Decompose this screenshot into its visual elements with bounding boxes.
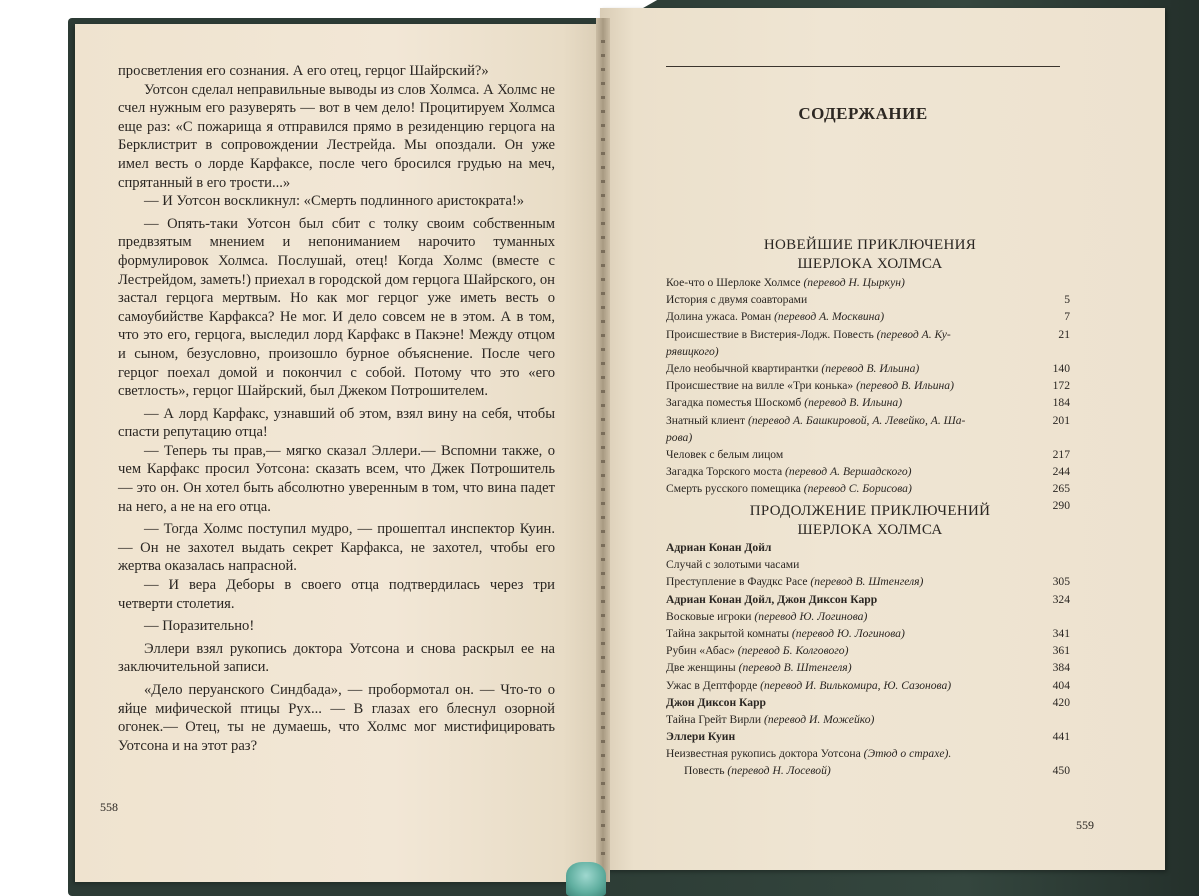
toc-page-number: 404	[1052, 678, 1070, 692]
toc-entry	[666, 480, 1084, 497]
toc-title: СОДЕРЖАНИЕ	[798, 104, 928, 123]
toc-entry-title: Кое-что о Шерлоке Холмсе (перевод Н. Цыркун)	[666, 276, 905, 289]
toc-entry	[666, 642, 1084, 659]
binding-stitches	[601, 40, 605, 860]
toc-entry	[666, 745, 1084, 762]
toc-entry	[666, 377, 1084, 394]
toc-entry-title: Восковые игроки (перевод Ю. Логинова)	[666, 609, 868, 623]
toc-entry	[666, 308, 1084, 325]
toc-entry	[666, 625, 1084, 642]
paragraph: — И вера Деборы в своего отца подтвердилась через три четверти столетия.	[118, 577, 555, 612]
toc-page-number: 21	[1058, 327, 1070, 341]
toc-entry	[666, 556, 1084, 573]
toc-entry-title: Рубин «Абас» (перевод Б. Колгового)	[666, 644, 849, 658]
paragraph: — Поразительно!	[144, 618, 255, 635]
toc-section-1	[666, 274, 1084, 515]
toc-entry	[666, 429, 1084, 446]
toc-entry-title: Загадка Торского моста (перевод А. Вершадского)	[666, 465, 912, 479]
toc-author	[666, 694, 1084, 711]
paragraph: Эллери взял рукопись доктора Уотсона и снова раскрыл ее на заключительной записи.	[118, 640, 555, 676]
toc-section-2	[666, 539, 1084, 780]
toc-entry-title: История с двумя соавторами	[666, 293, 808, 307]
toc-page-number: 441	[1052, 730, 1070, 744]
toc-entry-title: Дело необычной квартирантки (перевод В. Ильина)	[666, 361, 920, 375]
toc-entry-title: Адриан Конан Дойл	[666, 541, 772, 554]
toc-page-number: 290	[1052, 499, 1070, 513]
paragraph: — И Уотсон воскликнул: «Смерть подлинного аристократа!»	[144, 193, 525, 210]
toc-entry-title: Эллери Куин	[666, 730, 736, 744]
toc-page-number: 265	[1052, 482, 1070, 496]
toc-entry	[666, 291, 1084, 308]
header-rule	[666, 66, 1060, 67]
toc-page-number: 7	[1064, 310, 1070, 324]
toc-entry	[666, 343, 1084, 360]
right-page-number: 559	[1076, 818, 1094, 832]
toc-page-number: 341	[1052, 626, 1070, 640]
toc-entry-title: рова)	[666, 430, 693, 444]
toc-entry	[666, 711, 1084, 728]
toc-entry	[666, 573, 1084, 590]
toc-entry	[666, 446, 1084, 463]
toc-entry-title: Адриан Конан Дойл, Джон Диксон Карр	[666, 592, 878, 606]
toc-page-number: 384	[1052, 661, 1070, 675]
paragraph: — Опять-таки Уотсон был сбит с толку своим собственным предвзятым мнением и непониманием нарочито туманных формулировок Холмса. Послушай, отец! Когда Холмс (вместе с Лестрейдом, заметь!) приехал в городской дом герцога Шайрского, он застал герцога мертвым. Но как мог герцог уже иметь весть о самоубийстве Карфакса? Не мог. И дело совсем не в этом. А в том, что это его, герцога, выследил лорд Карфакс в Пакэне! Между отцом и сыном, безусловно, произошло бурное объяснение. После чего герцог поехал домой и покончил с собой. Потому что это «его светлость», герцог Шайрский, был Джеком Потрошителем.	[118, 215, 555, 400]
toc-entry-title: Джон Диксон Карр	[666, 695, 766, 709]
toc-entry	[666, 274, 1084, 291]
toc-author	[666, 728, 1084, 745]
toc-entry	[666, 463, 1084, 480]
section-title: НОВЕЙШИЕ ПРИКЛЮЧЕНИЯ ШЕРЛОКА ХОЛМСА	[763, 237, 977, 272]
toc-page-number: 201	[1052, 413, 1070, 427]
toc-page-number: 420	[1052, 695, 1070, 709]
toc-page-number: 324	[1052, 592, 1070, 606]
toc-entry	[666, 762, 1084, 779]
toc-page-number: 5	[1064, 293, 1070, 307]
paragraph: Уотсон сделал неправильные выводы из слов Холмса. А Холмс не счел нужным его разуверять — вот в чем дело! Процитируем Холмса еще раз: «С пожарища я отправился прямо в резиденцию герцога на Берклистрит в сопровождении Лестрейда. Мы опоздали. Он уже имел весть о лорде Карфаксе, после чего бросился грудью на меч, спрятанный в его трости...»	[118, 81, 555, 191]
paragraph: — Тогда Холмс поступил мудро, — прошептал инспектор Куин. — Он не захотел выдать секрет Карфакса, не захотел, чтобы его жертва оказалась напрасной.	[118, 521, 555, 575]
paragraph: «Дело перуанского Синдбада», — пробормотал он. — Что-то о яйце мифической птицы Рух... — В глазах его блеснул озорной огонек.— Отец, ты не думаешь, что Холмс мог мистифицировать Уотсона и на этот раз?	[118, 682, 555, 754]
toc-author	[666, 539, 1084, 556]
toc-entry-title: Смерть русского помещика (перевод С. Борисова)	[666, 482, 912, 496]
toc-page-number: 184	[1052, 396, 1070, 410]
toc-entry-title: Происшествие в Вистерия-Лодж. Повесть (перевод А. Ку-	[666, 327, 951, 341]
toc-entry	[666, 659, 1084, 676]
toc-entry-title: Тайна закрытой комнаты (перевод Ю. Логинова)	[666, 626, 905, 640]
toc-entry-title: Загадка поместья Шоскомб (перевод В. Ильина)	[666, 396, 903, 410]
toc-entry	[666, 326, 1084, 343]
toc-page-number: 140	[1052, 361, 1070, 375]
toc-entry-title: Повесть (перевод Н. Лосевой)	[684, 764, 831, 778]
toc-entry-title: Случай с золотыми часами	[666, 558, 800, 572]
toc-entry	[666, 360, 1084, 377]
left-page-number: 558	[100, 800, 118, 814]
toc-entry-title: Две женщины (перевод В. Штенгеля)	[666, 661, 852, 675]
toc-entry-title: Происшествие на вилле «Три конька» (перевод В. Ильина)	[666, 379, 954, 393]
toc-page-number: 217	[1052, 447, 1070, 461]
toc-page-number: 361	[1052, 644, 1070, 658]
toc-page-number: 305	[1052, 575, 1070, 589]
toc-entry-title: Человек с белым лицом	[666, 447, 784, 461]
toc-entry	[666, 394, 1084, 411]
toc-entry-title: Преступление в Фаудкс Расе (перевод В. Штенгеля)	[666, 575, 924, 589]
paragraph: — Теперь ты прав,— мягко сказал Эллери.— Вспомни также, о чем Карфакс просил Уотсона: сказать всем, что Джек Потрошитель — это он. Он хотел быть абсолютно уверенным в том, что вина падет на него, а не на его отца.	[118, 442, 555, 515]
toc-entry	[666, 412, 1084, 429]
paragraph: просветления его сознания. А его отец, герцог Шайрский?»	[118, 63, 489, 79]
toc-page-number: 450	[1052, 764, 1070, 778]
toc-entry-title: рявицкого)	[666, 344, 719, 358]
toc-entry-title: Неизвестная рукопись доктора Уотсона (Этюд о страхе).	[666, 747, 952, 761]
paragraph: — А лорд Карфакс, узнавший об этом, взял вину на себя, чтобы спасти репутацию отца!	[118, 405, 555, 441]
toc-entry	[666, 677, 1084, 694]
toc-author	[666, 591, 1084, 608]
ribbon-bookmark	[566, 862, 606, 896]
left-page-text	[118, 62, 555, 755]
toc-page-number: 244	[1052, 465, 1070, 479]
toc-entry-title: Долина ужаса. Роман (перевод А. Москвина)	[666, 310, 885, 324]
section-title: ПРОДОЛЖЕНИЕ ПРИКЛЮЧЕНИЙ ШЕРЛОКА ХОЛМСА	[749, 503, 991, 538]
toc-entry-title: Ужас в Дептфорде (перевод И. Вилькомира, Ю. Сазонова)	[666, 678, 952, 692]
toc-entry-title: Тайна Грейт Вирли (перевод И. Можейко)	[666, 712, 875, 726]
toc-entry-title: Знатный клиент (перевод А. Башкировой, А. Левейко, А. Ша-	[666, 413, 966, 427]
toc-page-number: 172	[1052, 379, 1070, 393]
toc-entry	[666, 608, 1084, 625]
